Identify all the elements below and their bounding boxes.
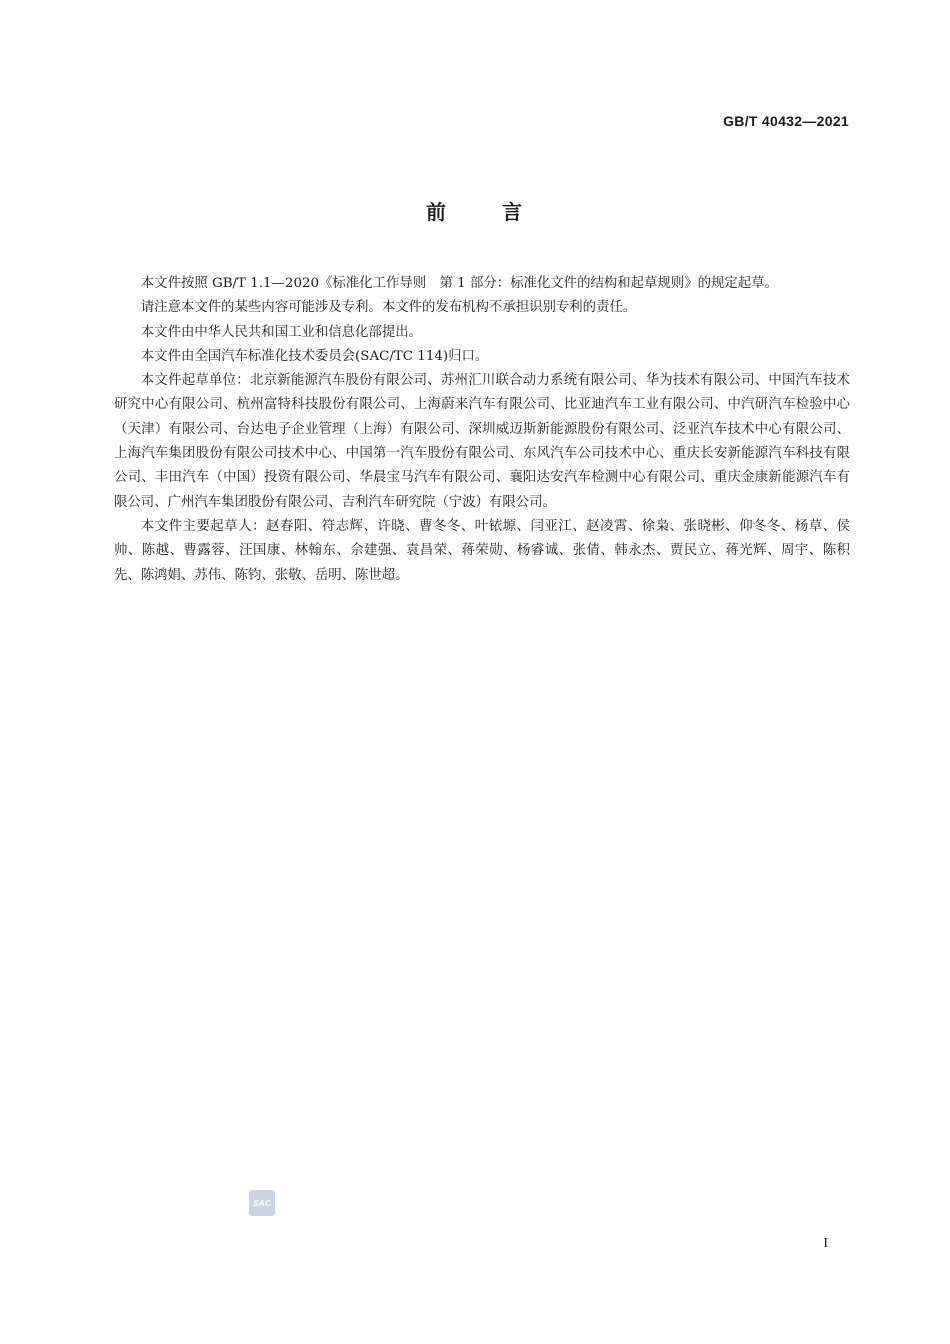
page-number: I: [823, 1236, 828, 1251]
paragraph-proposer: 本文件由中华人民共和国工业和信息化部提出。: [140, 324, 422, 340]
standard-number: GB/T 40432—2021: [723, 113, 849, 129]
sac-logo-watermark: [249, 1190, 275, 1216]
foreword-body: [114, 272, 850, 588]
page-title: [0, 196, 950, 225]
paragraph-drafting-organizations: 本文件起草单位：北京新能源汽车股份有限公司、苏州汇川联合动力系统有限公司、华为技术有限公司、中国汽车技术研究中心有限公司、杭州富特科技股份有限公司、上海蔚来汽车有限公司、比亚迪汽车工业有限公司、中汽研汽车检验中心（天津）有限公司、台达电子企业管理（上海）有限公司、深圳威迈斯新能源股份有限公司、泛亚汽车技术中心有限公司、上海汽车集团股份有限公司技术中心、中国第一汽车股份有限公司、东风汽车公司技术中心、重庆长安新能源汽车科技有限公司、丰田汽车（中国）投资有限公司、华晨宝马汽车有限公司、襄阳达安汽车检测中心有限公司、重庆金康新能源汽车有限公司、广州汽车集团股份有限公司、吉利汽车研究院（宁波）有限公司。: [114, 373, 850, 510]
paragraph-patent-notice: 请注意本文件的某些内容可能涉及专利。本文件的发布机构不承担识别专利的责任。: [140, 300, 637, 316]
sac-logo-text: SAC: [253, 1198, 271, 1208]
paragraph-drafters: 本文件主要起草人：赵春阳、符志辉、许晓、曹冬冬、叶铱塬、闫亚江、赵凌霄、徐枭、张晓彬、仰冬冬、杨草、侯帅、陈越、曹露蓉、汪国康、林翰东、佘建强、袁昌荣、蒋荣勋、杨睿诚、张倩、韩永杰、贾民立、蒋光辉、周宇、陈积先、陈鸿娟、苏伟、陈钧、张敬、岳明、陈世超。: [114, 518, 850, 583]
paragraph-committee: 本文件由全国汽车标准化技术委员会(SAC/TC 114)归口。: [140, 348, 489, 364]
title-char-2: 言: [502, 200, 524, 224]
title-char-1: 前: [426, 200, 448, 224]
paragraph-drafting-rules: 本文件按照 GB/T 1.1—2020《标准化工作导则 第 1 部分：标准化文件的结构和起草规则》的规定起草。: [140, 276, 778, 291]
